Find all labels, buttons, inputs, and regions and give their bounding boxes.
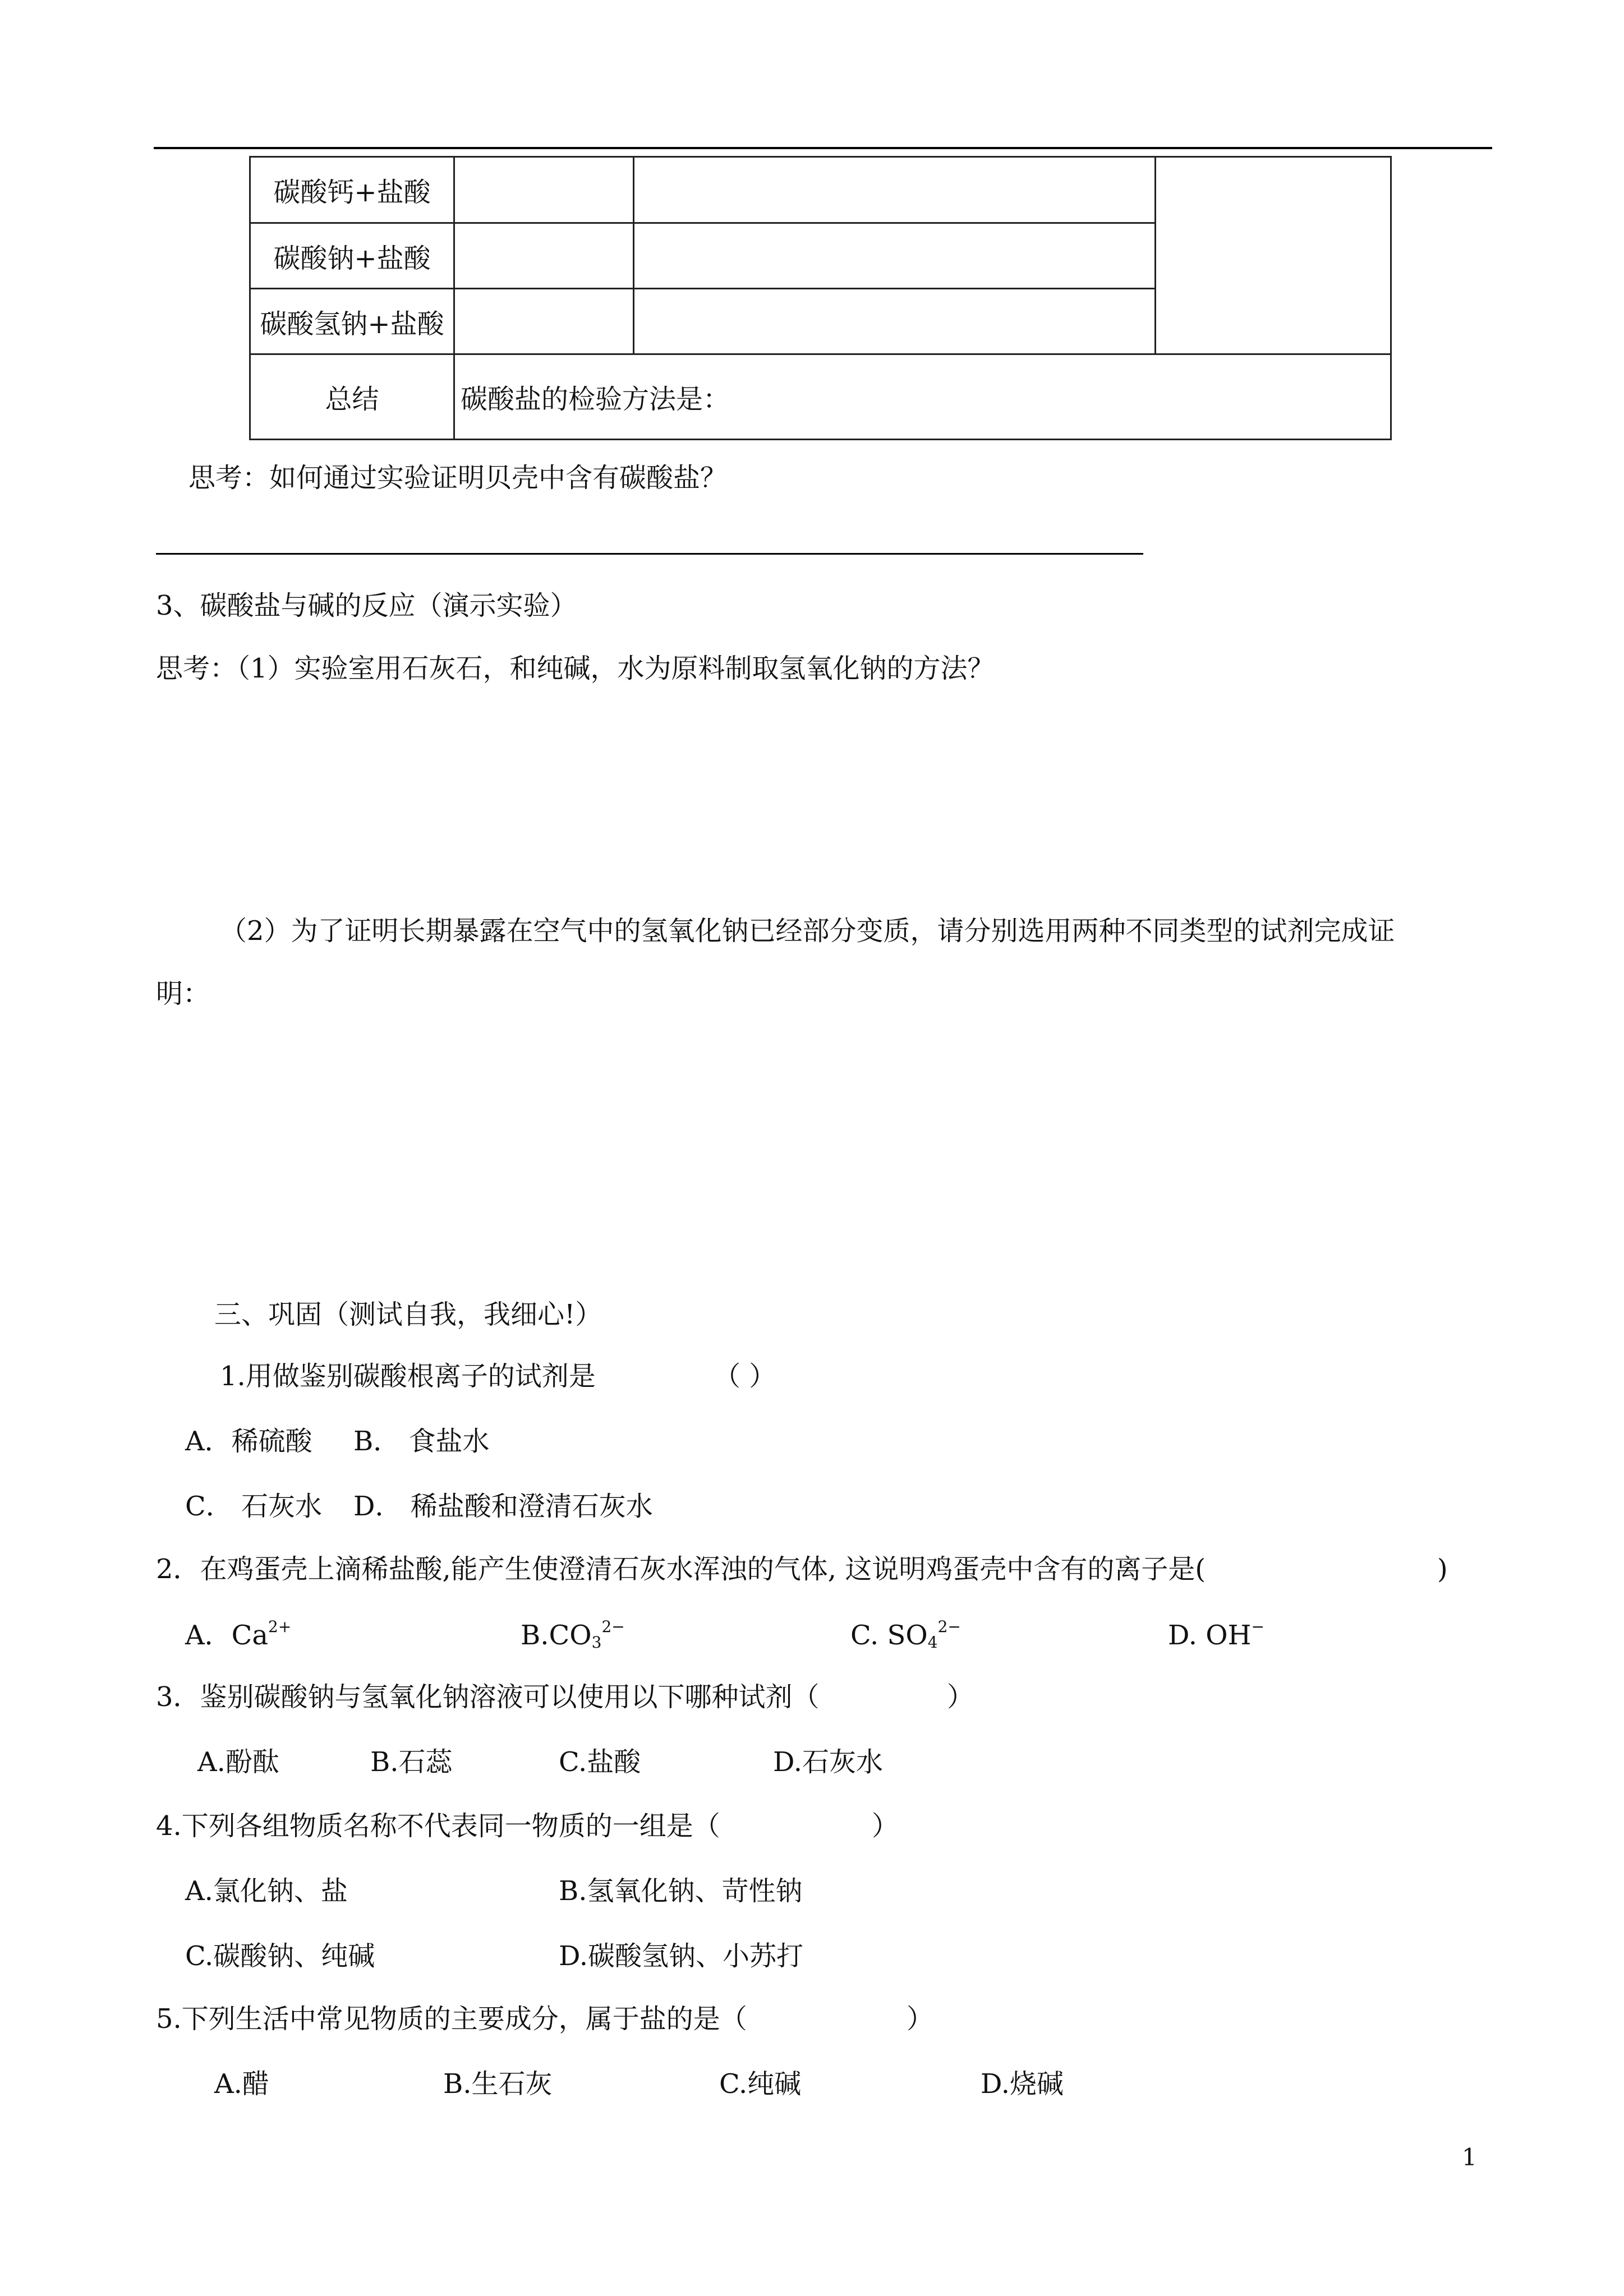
question-5-option-d: D.烧碱 [981,2068,1064,2100]
question-4-close: ） [872,1810,899,1842]
question-3-text: 3．鉴别碳酸钠与氢氧化钠溶液可以使用以下哪种试剂（ [156,1681,820,1713]
option-c-subscript: 4 [927,1633,938,1652]
summary-text: 碳酸盐的检验方法是： [454,354,1391,440]
option-b-charge: 2− [601,1617,625,1636]
question-2-text: 2．在鸡蛋壳上滴稀盐酸,能产生使澄清石灰水浑浊的气体, 这说明鸡蛋壳中含有的离子是( [156,1553,1206,1585]
question-4-option-c: C.碳酸钠、纯碱 [185,1940,375,1972]
answer-line [156,553,1143,555]
question-3-option-b: B.石蕊 [370,1746,453,1778]
table-cell-merged-empty [1156,157,1391,354]
table-cell-empty [634,223,1156,289]
table-cell-empty [634,289,1156,354]
question-2-option-d [1168,1617,1264,1651]
question-2-option-b [521,1617,625,1652]
question-3-close: ） [947,1681,974,1713]
table-cell-empty [454,289,634,354]
question-3-option-a: A.酚酞 [197,1746,279,1778]
question-1-option-c: C． 石灰水 [185,1491,322,1522]
question-1-option-d: D． 稀盐酸和澄清石灰水 [353,1491,653,1522]
header-rule [154,147,1492,149]
table-row [250,157,1391,223]
question-4-option-a: A.氯化钠、盐 [185,1875,348,1907]
question-2-option-a [185,1617,292,1651]
question-2-close: ) [1437,1553,1448,1585]
option-a-charge: 2+ [268,1617,292,1636]
consolidate-title: 三、巩固（测试自我，我细心!） [214,1299,602,1330]
option-b-subscript: 3 [591,1633,602,1652]
option-d-charge: − [1251,1617,1264,1636]
think-question-shells: 思考：如何通过实验证明贝壳中含有碳酸盐？ [188,462,728,494]
table-cell-reagents: 碳酸氢钠+盐酸 [250,289,454,354]
summary-label: 总结 [250,354,454,440]
table-cell-reagents: 碳酸钠+盐酸 [250,223,454,289]
question-5-close: ） [907,2003,934,2035]
table-cell-empty [634,157,1156,223]
question-1-option-a: A．稀硫酸 [185,1426,312,1457]
question-5-option-c: C.纯碱 [719,2068,802,2100]
table-row-summary [250,354,1391,440]
option-d-text: D. OH [1168,1620,1252,1651]
section-3-title: 3、碳酸盐与碱的反应（演示实验） [156,590,577,621]
option-b-text: B.CO [521,1620,592,1651]
question-4-option-b: B.氢氧化钠、苛性钠 [559,1875,803,1907]
question-3-option-c: C.盐酸 [559,1746,641,1778]
question-4-text: 4.下列各组物质名称不代表同一物质的一组是（ [156,1810,720,1842]
think-question-2-line1: （2）为了证明长期暴露在空气中的氢氧化钠已经部分变质，请分别选用两种不同类型的试剂完成证 [220,915,1395,947]
question-5-option-a: A.醋 [214,2068,269,2100]
experiment-table [249,156,1392,440]
question-1-option-b: B． 食盐水 [353,1426,490,1457]
table-cell-reagents: 碳酸钙+盐酸 [250,157,454,223]
question-1-text: 1.用做鉴别碳酸根离子的试剂是 [220,1361,596,1392]
think-question-1: 思考：（1）实验室用石灰石，和纯碱，水为原料制取氢氧化钠的方法？ [156,653,995,684]
question-5-text: 5.下列生活中常见物质的主要成分，属于盐的是（ [156,2003,747,2035]
option-a-text: A．Ca [185,1620,269,1651]
option-c-charge: 2− [937,1617,961,1636]
table-cell-empty [454,157,634,223]
question-5-option-b: B.生石灰 [443,2068,553,2100]
think-question-2-line2: 明： [156,978,210,1009]
table-cell-empty [454,223,634,289]
question-4-option-d: D.碳酸氢钠、小苏打 [559,1940,804,1972]
question-3-option-d: D.石灰水 [773,1746,884,1778]
question-1-bracket: （ ） [714,1361,776,1392]
page-number: 1 [1462,2143,1477,2171]
question-2-option-c [850,1617,961,1652]
option-c-text: C. SO [850,1620,928,1651]
